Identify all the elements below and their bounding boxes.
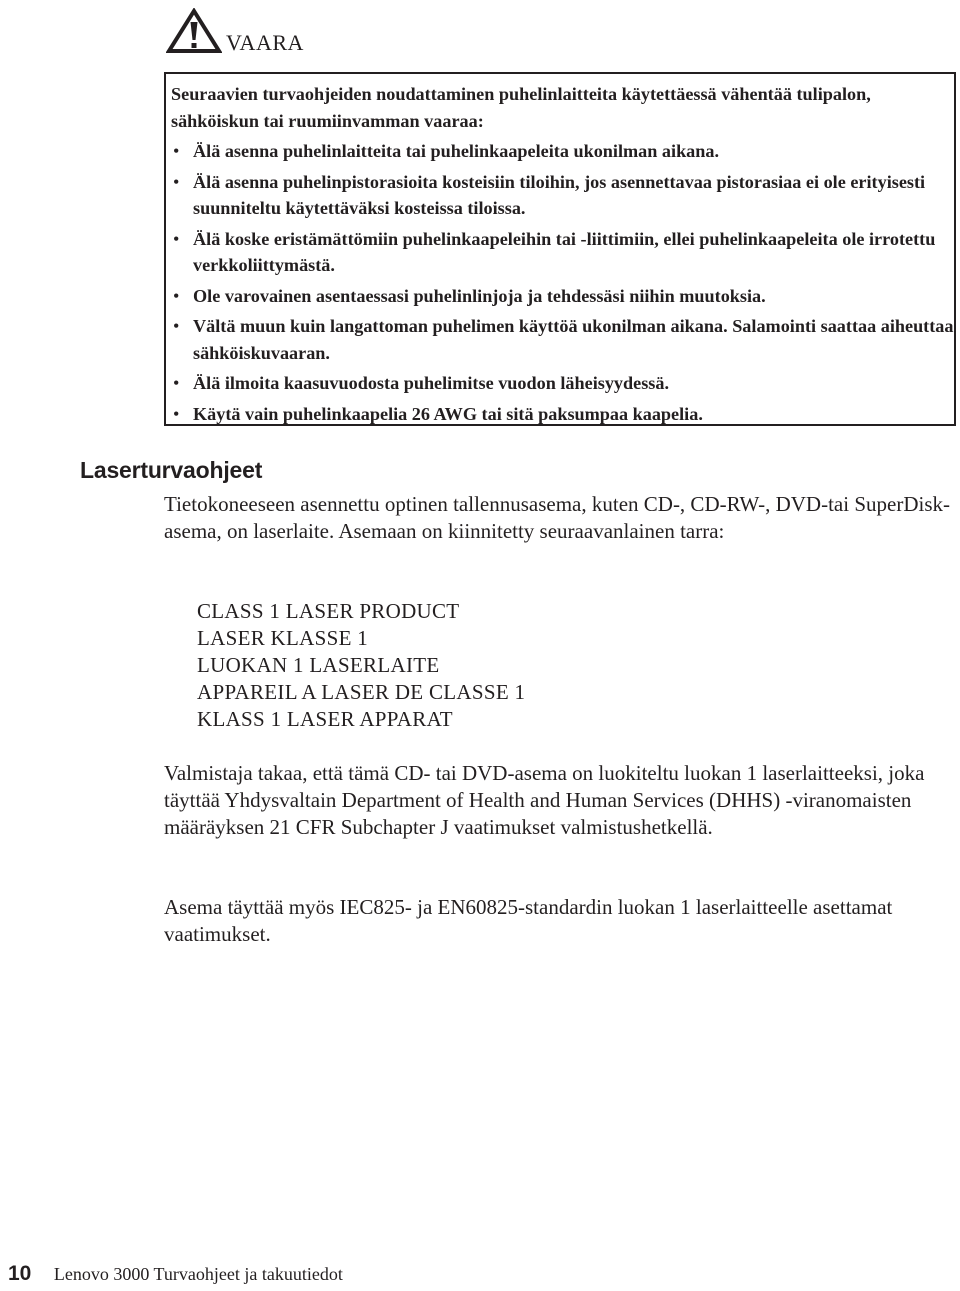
laser-label-line: CLASS 1 LASER PRODUCT — [197, 599, 460, 623]
warning-triangle-icon — [166, 8, 222, 54]
danger-notice-box — [164, 72, 956, 426]
danger-list-item: • Ole varovainen asentaessasi puhelinlinjoja ja tehdessäsi niihin muutoksia. — [171, 283, 954, 310]
page-footer — [8, 1262, 343, 1286]
laser-label-line: KLASS 1 LASER APPARAT — [197, 707, 453, 731]
manufacturer-guarantee-paragraph: Valmistaja takaa, että tämä CD- tai DVD-asema on luokiteltu luokan 1 laserlaitteeksi, joka täyttää Yhdysvaltain Department of Health and Human Services (DHHS) -viranomaisten määräyksen 21 CFR Subchapter J vaatimukset valmistushetkellä. — [164, 761, 925, 839]
danger-list-item: • Älä koske eristämättömiin puhelinkaapeleihin tai -liittimiin, ellei puhelinkaapeleita ole irrotettu verkkoliittymästä. — [171, 226, 954, 279]
laser-intro-paragraph: Tietokoneeseen asennettu optinen tallennusasema, kuten CD-, CD-RW-, DVD-tai SuperDisk-asema, on laserlaite. Asemaan on kiinnitetty seuraavanlainen tarra: — [164, 492, 950, 543]
danger-list-item: • Älä ilmoita kaasuvuodosta puhelimitse vuodon läheisyydessä. — [171, 370, 954, 397]
laser-label-line: APPAREIL A LASER DE CLASSE 1 — [197, 680, 526, 704]
danger-intro: Seuraavien turvaohjeiden noudattaminen puhelinlaitteita käytettäessä vähentää tulipalon, sähköiskun tai ruumiinvamman vaaraa: — [171, 84, 871, 131]
document-title: Lenovo 3000 Turvaohjeet ja takuutiedot — [53, 1264, 343, 1284]
warning-title: VAARA — [226, 30, 304, 55]
standards-compliance-paragraph: Asema täyttää myös IEC825- ja EN60825-standardin luokan 1 laserlaitteelle asettamat vaatimukset. — [164, 895, 893, 946]
danger-list-item: • Älä asenna puhelinpistorasioita kosteisiin tiloihin, jos asennettavaa pistorasiaa ei ole erityisesti suunniteltu käytettäväksi kosteissa tiloissa. — [171, 169, 954, 222]
danger-list-item: • Käytä vain puhelinkaapelia 26 AWG tai sitä paksumpaa kaapelia. — [171, 401, 954, 428]
section-heading-laser-safety: Laserturvaohjeet — [80, 457, 263, 483]
laser-label-line: LUOKAN 1 LASERLAITE — [197, 653, 440, 677]
warning-header — [166, 8, 304, 54]
page-number: 10 — [8, 1262, 32, 1285]
danger-list-item: • Vältä muun kuin langattoman puhelimen käyttöä ukonilman aikana. Salamointi saattaa aiheuttaa sähköiskuvaaran. — [171, 313, 954, 366]
danger-list — [171, 138, 954, 427]
danger-list-item: • Älä asenna puhelinlaitteita tai puhelinkaapeleita ukonilman aikana. — [171, 138, 954, 165]
laser-label-text — [197, 598, 525, 733]
laser-label-line: LASER KLASSE 1 — [197, 626, 369, 650]
